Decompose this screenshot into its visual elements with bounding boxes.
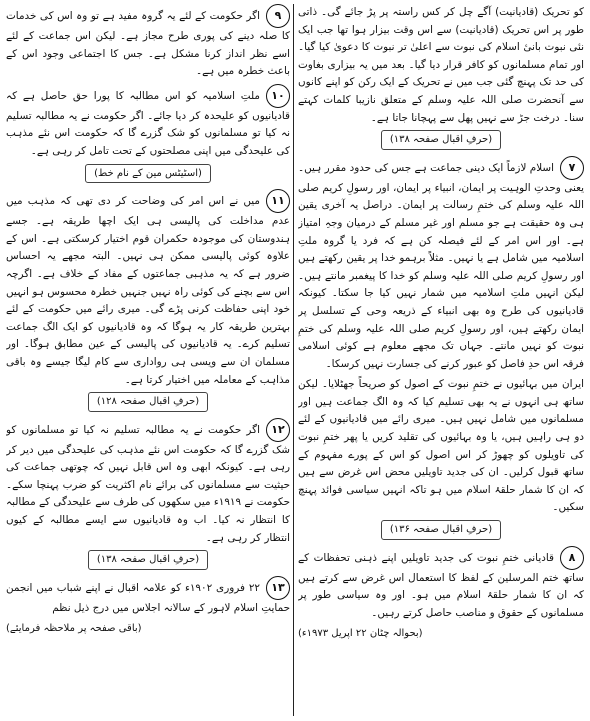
paragraph-number-badge: ۱۲: [266, 418, 290, 442]
reference-text: (اسٹیٹس مین کے نام خط): [85, 164, 211, 184]
paragraph-7-continuation: ایران میں بہائیوں نے ختمِ نبوت کے اصول کو صریحاً جھٹلایا۔ لیکن ساتھ ہی انہوں نے یہ بھی تسلیم کیا کہ وہ الگ جماعت ہیں اور مسلمانوں میں شامل نہیں ہیں۔ میری رائے میں قادیانیوں کے لئے دو ہی راہیں ہیں، یا وہ بہائیوں کی تقلید کریں یا پھر ختمِ نبوت کی تاویلوں کو چھوڑ کر اس اصول کو اس کے پورے مفہوم کے ساتھ قبول کرلیں۔ ان کی جدید تاویلیں محض اس غرض سے ہیں کہ ان کا شمار حلقۂ اسلام میں ہو تاکہ انہیں سیاسی فوائد پہنچ سکیں۔: [298, 378, 584, 514]
paragraph-9-text: اگر حکومت کے لئے یہ گروہ مفید ہے تو وہ اس کی خدمات کا صلہ دینے کی پوری طرح مجاز ہے۔ لیکن اس جماعت کے لئے اسے نظر انداز کرنا مشکل ہے۔ جس کا اجتماعی وجود اس کے باعث خطرہ میں ہے۔: [6, 10, 290, 78]
paragraph-7-text: اسلام لازماً ایک دینی جماعت ہے جس کی حدود مقرر ہیں۔ یعنی وحدتِ الوہیت پر ایمان، انبیاء پر ایمان، اور رسولِ کریم صلی اللہ علیہ وسلم کی ختمِ رسالت پر ایمان۔ دراصل یہ آخری یقین ہی وہ حقیقت ہے جو مسلم اور غیر مسلم کے درمیان وجہِ امتیاز ہے۔ اور اس امر کے لئے فیصلہ کن ہے کہ فرد یا گروہ ملتِ اسلامیہ میں شامل ہے یا نہیں۔ مثلاً برہمو خدا پر یقین رکھتے ہیں اور رسولِ کریم صلی اللہ علیہ وسلم کو خدا کا پیغمبر مانتے ہیں۔ لیکن انہیں ملتِ اسلامیہ میں شمار نہیں کیا جا سکتا۔ کیونکہ قادیانیوں کی طرح وہ بھی انبیاء کے ذریعہ وحی کے تسلسل پر ایمان رکھتے ہیں، اور رسولِ کریم صلی اللہ علیہ وسلم کی ختمِ نبوت کو نہیں مانتے۔ جہاں تک مجھے معلوم ہے کوئی اسلامی فرقہ اس حدِ فاصل کو عبور کرنے کی جسارت نہیں کرسکا۔: [298, 161, 584, 370]
paragraph-9: [6, 4, 290, 81]
reference-citation: [6, 164, 290, 184]
paragraph-13: [6, 576, 290, 618]
right-column: [298, 4, 584, 717]
paragraph-12-text: اگر حکومت نے یہ مطالبہ تسلیم نہ کیا تو مسلمانوں کو شک گزرے گا کہ حکومت اس نئے مذہب کی علیحدگی میں دیر کر رہی ہے۔ کیونکہ ابھی وہ اس قابل نہیں کہ چوتھی جماعت کی حیثیت سے مسلمانوں کی برائے نام اکثریت کو ضرب پہنچا سکے۔ حکومت نے ۱۹۱۹ء میں سکھوں کی طرف سے علیحدگی کے مطالبہ کا انتظار نہ کیا۔ اب وہ قادیانیوں سے ایسے مطالبہ کے کیوں انتظار کر رہی ہے۔: [6, 423, 290, 544]
paragraph-number-badge: ۸: [560, 546, 584, 570]
paragraph-11: [6, 189, 290, 389]
paragraph-number-badge: ۹: [266, 4, 290, 28]
paragraph-7: [298, 156, 584, 374]
reference-text: (حرفِ اقبال صفحہ ۱۳۶): [381, 520, 501, 540]
paragraph-13-text: ۲۲ فروری ۱۹۰۲ء کو علامہ اقبال نے اپنے شباب میں انجمن حمایتِ اسلام لاہور کے سالانہ اجلاس میں درج ذیل نظم: [6, 581, 290, 614]
paragraph-12: [6, 418, 290, 548]
paragraph-8: [298, 546, 584, 623]
reference-citation: (بحوالہ چٹان ۲۲ اپریل ۱۹۷۳ء): [298, 628, 423, 640]
paragraph-11-text: میں نے اس امر کی وضاحت کر دی تھی کہ مذہب میں عدم مداخلت کی پالیسی ہی ایک اچھا طریقہ ہے۔ جسے ہندوستان کی موجودہ حکمران قوم اختیار کرسکتی ہے۔ اس کے علاوہ کوئی پالیسی ممکن ہی نہیں۔ البتہ مجھے یہ احساس ضرور ہے کہ یہ مذہبی جماعتوں کے مفاد کے خلاف ہے۔ اگرچہ اس سے بچنے کی کوئی راہ نہیں جنہیں خطرہ محسوس ہو انہیں خود اپنی حفاظت کرنی پڑے گی۔ میری رائے میں حکومت کے لئے بہترین طریقہ کار یہ ہوگا کہ وہ قادیانیوں کو ایک الگ جماعت تسلیم کرے۔ یہ قادیانیوں کی پالیسی کے عین مطابق ہوگا۔ اور مسلمان ان سے ویسی ہی رواداری سے کام لیگا جیسے وہ باقی مذاہب کے معاملہ میں اختیار کرتا ہے۔: [6, 195, 290, 386]
paragraph-10: [6, 84, 290, 161]
reference-text: (حرفِ اقبال صفحہ ۱۲۸): [88, 392, 208, 412]
reference-text: (حرفِ اقبال صفحہ ۱۳۸): [88, 550, 208, 570]
paragraph-10-text: ملتِ اسلامیہ کو اس مطالبہ کا پورا حق حاصل ہے کہ قادیانیوں کو علیحدہ کر دیا جائے۔ اگر حکومت نے یہ مطالبہ تسلیم نہ کیا تو مسلمانوں کو شک گزرے گا کہ حکومت اس نئے مذہب کی علیحدگی میں اپنی مصلحتوں کے تحت تامل کر رہی ہے۔: [6, 89, 290, 157]
paragraph-number-badge: ۱۰: [266, 84, 290, 108]
left-column: [6, 4, 290, 717]
reference-citation: [298, 520, 584, 540]
reference-citation: [298, 130, 584, 150]
reference-citation: [6, 550, 290, 570]
intro-paragraph: کو تحریک (قادیانیت) آگے چل کر کس راستہ پر پڑ جائے گی۔ ذاتی طور پر اس تحریک (قادیانیت) سے اس وقت بیزار ہوا تھا جب ایک نئی نبوت بانیٔ اسلام کی نبوت سے اعلیٰ تر نبوت کا دعویٰ کیا گیا۔ اور تمام مسلمانوں کو کافر قرار دیا گیا۔ بعد میں یہ بیزاری بغاوت کی حد تک پہنچ گئی جب میں نے تحریک کے ایک رکن کو اپنے کانوں سے آنحضرت صلی اللہ علیہ وسلم کے متعلق نازیبا کلمات کہتے سنا۔ درخت جڑ سے نہیں پھل سے پہچانا جاتا ہے۔: [298, 6, 584, 124]
reference-citation: [6, 392, 290, 412]
column-divider: [293, 4, 294, 716]
paragraph-number-badge: ۷: [560, 156, 584, 180]
paragraph-number-badge: ۱۳: [266, 576, 290, 600]
continued-note: (باقی صفحہ پر ملاحظہ فرمایئے): [6, 623, 142, 635]
reference-text: (حرفِ اقبال صفحہ ۱۳۸): [381, 130, 501, 150]
paragraph-number-badge: ۱۱: [266, 189, 290, 213]
paragraph-8-text: قادیانی ختمِ نبوت کی جدید تاویلیں اپنے ذہنی تحفظات کے ساتھ ختم المرسلین کے لفظ کا استعمال اس غرض سے کرتے ہیں کہ ان کا شمار حلقۂ اسلام میں ہو۔ اور وہ سیاسی طور پر مسلمانوں کے حقوق و مناصب حاصل کرتے رہیں۔: [298, 551, 584, 619]
